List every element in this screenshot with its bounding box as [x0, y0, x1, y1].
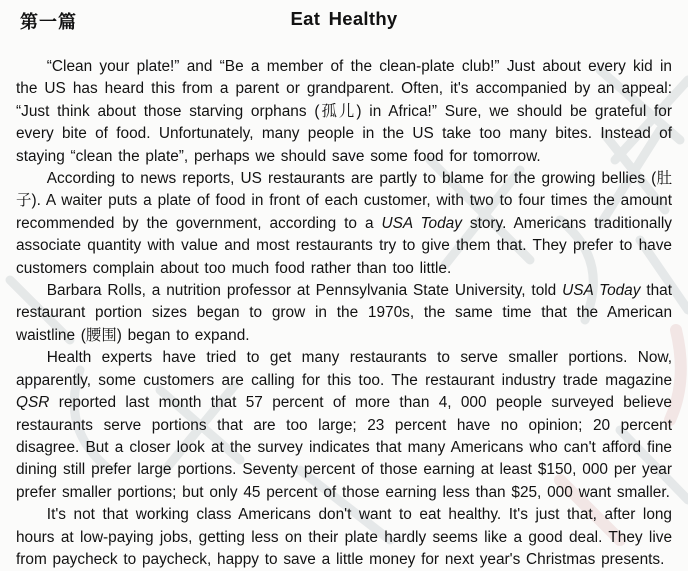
text-run: “Clean your plate!” and “Be a member of the clean-plate club!” Just about every kid in the US has heard this from a parent or grandparent. Often, it's accompanied by an appeal: “Just think about those starving orphans (孤儿) in Africa!” Sure, we should be grateful for every bite of food. Unfortunately, many people in the US take too many bites. Instead of staying “clean the plate”, perhaps we should save some food for tomorrow. [16, 58, 672, 165]
paragraph [16, 56, 672, 168]
paragraph [16, 280, 672, 347]
section-label: 第一篇 [20, 12, 77, 32]
italic-text: USA Today [381, 214, 462, 232]
italic-text: QSR [16, 394, 50, 412]
text-run: Health experts have tried to get many restaurants to serve smaller portions. Now, apparently, some customers are calling for this too. The restaurant industry trade magazine [16, 349, 672, 389]
page-title: Eat Healthy [290, 8, 398, 29]
text-run: that restaurant portion sizes began to grow in the 1970s, the same time that the American waistline (腰围) began to expand. [16, 282, 673, 344]
text-run: According to news reports, US restaurants are partly to blame for the growing bellies (肚子). A waiter puts a plate of food in front of each customer, with two to four times the amount recommended by the government, according to a [16, 170, 672, 232]
text-run: reported last month that 57 percent of more than 4, 000 people surveyed believe restaurants serve portions that are too large; 23 percent have no opinion; 20 percent disagree. But a closer look at the survey indicates that many Americans who can't afford fine dining still prefer large portions. Seventy percent of those earning at least $150, 000 per year prefer smaller portions; but only 45 percent of those earning less than $25, 000 want smaller. [16, 394, 672, 501]
paragraph [16, 168, 672, 280]
paragraph [16, 347, 672, 504]
italic-text: USA Today [562, 282, 641, 300]
paragraph [16, 504, 672, 571]
text-run: story. Americans traditionally associate quantity with value and most restaurants try to give them that. They prefer to have customers complain about too much food rather than too little. [16, 214, 672, 277]
text-run: It's not that working class Americans don't want to eat healthy. It's just that, after long hours at low-paying jobs, getting less on their plate hardly seems like a good deal. They live from paycheck to paycheck, happy to save a little money for next year's Christmas presents. [16, 506, 672, 568]
article-body [16, 56, 672, 571]
text-run: Barbara Rolls, a nutrition professor at Pennsylvania State University, told [46, 282, 563, 300]
page-header [16, 8, 672, 32]
